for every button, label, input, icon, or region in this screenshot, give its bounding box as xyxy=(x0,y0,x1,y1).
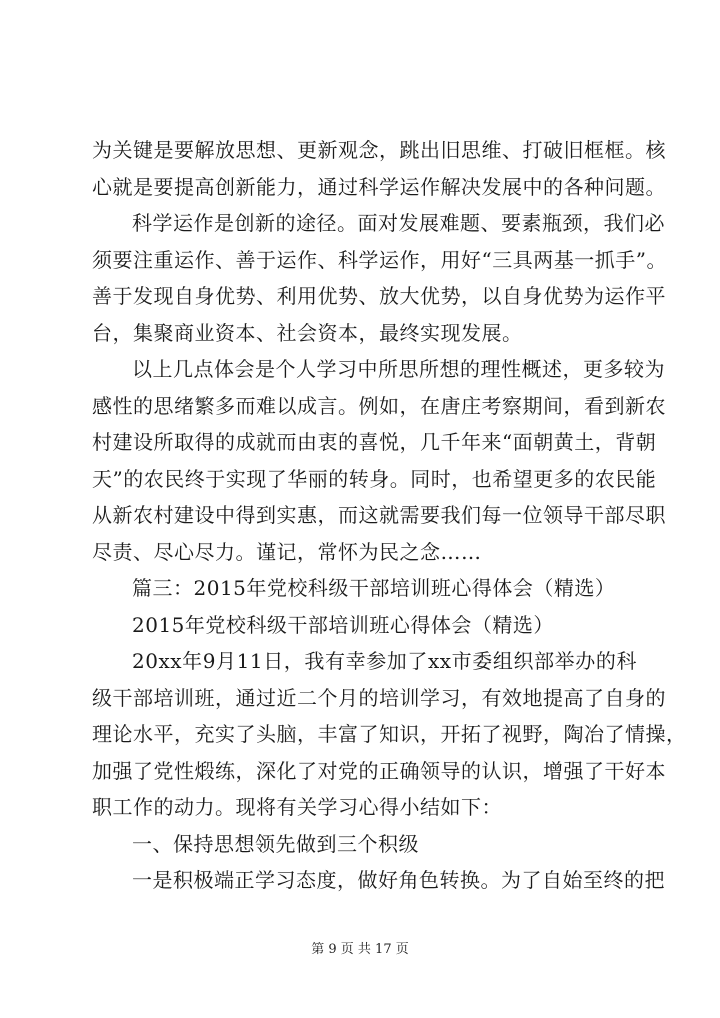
text-line: 为关键是要解放思想、更新观念，跳出旧思维、打破旧框框。核 xyxy=(92,138,666,162)
article-title: 2015年党校科级干部培训班心得体会（精选） xyxy=(132,612,554,637)
text-line: 理论水平，充实了头脑，丰富了知识，开拓了视野，陶冶了情操， xyxy=(92,722,687,746)
text-line: 从新农村建设中得到实惠，而这就需要我们每一位领导干部尽职 xyxy=(92,503,666,527)
text-line: 感性的思绪繁多而难以成言。例如，在唐庄考察期间，看到新农 xyxy=(92,393,666,418)
text-line: 善于发现自身优势、利用优势、放大优势，以自身优势为运作平 xyxy=(92,284,666,308)
page-number-footer: 第 9 页 共 17 页 xyxy=(311,942,409,957)
text-line: 心就是要提高创新能力，通过科学运作解决发展中的各种问题。 xyxy=(92,174,666,199)
text-line: 一是积极端正学习态度，做好角色转换。为了自始至终的把 xyxy=(132,868,665,892)
subsection-heading: 一、保持思想领先做到三个积级 xyxy=(132,831,419,856)
text-line: 村建设所取得的成就而由衷的喜悦，几千年来“面朝黄土，背朝 xyxy=(92,430,657,454)
text-line: 须要注重运作、善于运作、科学运作，用好“三具两基一抓手”。 xyxy=(92,247,667,272)
text-line: 尽责、尽心尽力。谨记，常怀为民之念…… xyxy=(92,539,482,564)
text-line: 20xx年9月11日，我有幸参加了xx市委组织部举办的科 xyxy=(132,649,637,673)
text-line: 科学运作是创新的途径。面对发展难题、要素瓶颈，我们必 xyxy=(132,211,665,235)
document-body xyxy=(92,132,687,899)
text-line: 以上几点体会是个人学习中所思所想的理性概述，更多较为 xyxy=(132,357,665,381)
text-line: 台，集聚商业资本、社会资本，最终实现发展。 xyxy=(92,320,523,345)
text-line: 级干部培训班，通过近二个月的培训学习，有效地提高了自身的 xyxy=(92,685,666,710)
section-heading: 篇三：2015年党校科级干部培训班心得体会（精选） xyxy=(132,576,616,600)
text-line: 加强了党性煅练，深化了对党的正确领导的认识，增强了干好本 xyxy=(92,758,666,783)
text-line: 职工作的动力。现将有关学习心得小结如下： xyxy=(92,795,502,819)
text-line: 天”的农民终于实现了华丽的转身。同时，也希望更多的农民能 xyxy=(92,466,657,491)
